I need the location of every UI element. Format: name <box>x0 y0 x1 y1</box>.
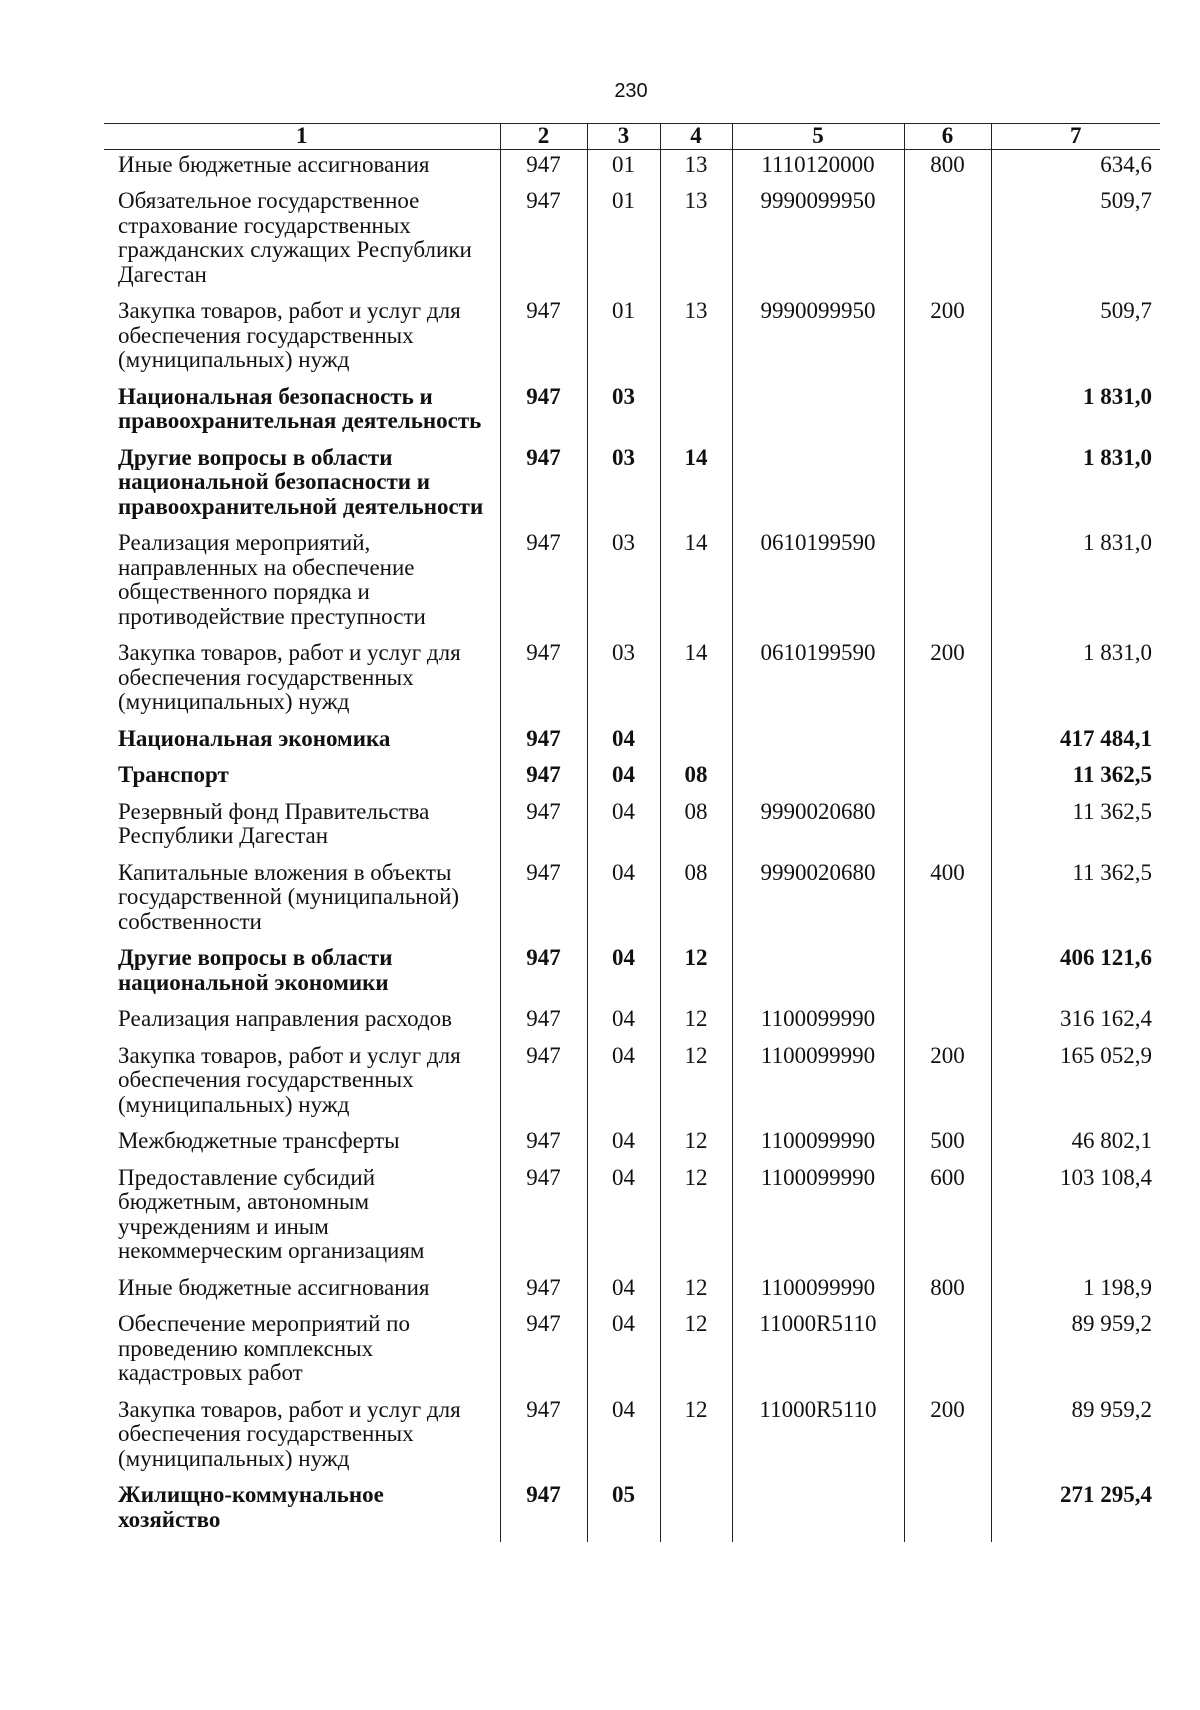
row-amount: 89 959,2 <box>991 1395 1160 1481</box>
row-code: 947 <box>500 149 587 186</box>
row-subsection: 12 <box>660 1163 732 1273</box>
table-row <box>104 797 1160 858</box>
row-target-article: 1110120000 <box>732 149 904 186</box>
row-name: Другие вопросы в области национальной экономики <box>118 945 393 995</box>
row-target-article: 9990099950 <box>732 296 904 382</box>
row-expense-type: 200 <box>904 296 991 382</box>
row-subsection <box>660 724 732 761</box>
row-target-article: 1100099990 <box>732 1273 904 1310</box>
row-amount: 46 802,1 <box>991 1126 1160 1163</box>
row-name: Резервный фонд Правительства Республики Дагестан <box>118 798 430 848</box>
row-subsection: 12 <box>660 1004 732 1041</box>
row-expense-type: 200 <box>904 638 991 724</box>
row-section: 04 <box>587 1395 660 1481</box>
row-expense-type <box>904 1004 991 1041</box>
table-row <box>104 1041 1160 1127</box>
table-row <box>104 1395 1160 1481</box>
row-code: 947 <box>500 760 587 797</box>
table-row <box>104 1309 1160 1395</box>
row-subsection: 14 <box>660 443 732 529</box>
row-amount: 89 959,2 <box>991 1309 1160 1395</box>
row-amount: 11 362,5 <box>991 760 1160 797</box>
row-target-article: 1100099990 <box>732 1126 904 1163</box>
row-expense-type <box>904 186 991 296</box>
row-amount: 1 831,0 <box>991 638 1160 724</box>
row-name: Закупка товаров, работ и услуг для обеспечения государственных (муниципальных) нужд <box>118 298 461 372</box>
row-target-article <box>732 724 904 761</box>
budget-table <box>104 123 1160 1542</box>
row-expense-type: 500 <box>904 1126 991 1163</box>
row-amount: 1 198,9 <box>991 1273 1160 1310</box>
row-subsection: 14 <box>660 528 732 638</box>
row-section: 01 <box>587 186 660 296</box>
row-code: 947 <box>500 858 587 944</box>
row-subsection: 12 <box>660 1126 732 1163</box>
row-target-article <box>732 760 904 797</box>
row-subsection <box>660 1480 732 1542</box>
row-section: 01 <box>587 149 660 186</box>
row-name: Иные бюджетные ассигнования <box>118 151 430 177</box>
row-code: 947 <box>500 1309 587 1395</box>
row-name: Закупка товаров, работ и услуг для обеспечения государственных (муниципальных) нужд <box>118 640 461 714</box>
row-amount: 11 362,5 <box>991 797 1160 858</box>
row-subsection: 12 <box>660 1395 732 1481</box>
row-section: 03 <box>587 382 660 443</box>
row-target-article: 1100099990 <box>732 1163 904 1273</box>
row-target-article: 11000R5110 <box>732 1309 904 1395</box>
row-code: 947 <box>500 1273 587 1310</box>
header-row <box>104 124 1160 150</box>
row-amount: 271 295,4 <box>991 1480 1160 1542</box>
row-expense-type: 200 <box>904 1041 991 1127</box>
row-expense-type <box>904 1309 991 1395</box>
row-code: 947 <box>500 382 587 443</box>
row-section: 03 <box>587 528 660 638</box>
row-expense-type <box>904 943 991 1004</box>
page-number: 230 <box>614 80 648 102</box>
row-subsection: 14 <box>660 638 732 724</box>
row-amount: 509,7 <box>991 296 1160 382</box>
column-header-3: 3 <box>587 124 660 150</box>
row-section: 03 <box>587 638 660 724</box>
table-row <box>104 443 1160 529</box>
row-name: Закупка товаров, работ и услуг для обеспечения государственных (муниципальных) нужд <box>118 1396 461 1471</box>
row-subsection <box>660 382 732 443</box>
row-expense-type <box>904 382 991 443</box>
row-section: 04 <box>587 1041 660 1127</box>
row-section: 04 <box>587 797 660 858</box>
row-amount: 1 831,0 <box>991 443 1160 529</box>
row-code: 947 <box>500 296 587 382</box>
row-name: Обеспечение мероприятий по проведению комплексных кадастровых работ <box>118 1311 410 1385</box>
column-header-1: 1 <box>104 124 500 150</box>
column-header-5: 5 <box>732 124 904 150</box>
row-subsection: 12 <box>660 1041 732 1127</box>
table-row <box>104 1273 1160 1310</box>
row-target-article: 0610199590 <box>732 638 904 724</box>
row-section: 04 <box>587 760 660 797</box>
row-expense-type <box>904 724 991 761</box>
table-row <box>104 1163 1160 1273</box>
row-name: Закупка товаров, работ и услуг для обеспечения государственных (муниципальных) нужд <box>118 1042 461 1117</box>
row-expense-type <box>904 1480 991 1542</box>
row-name: Реализация направления расходов <box>118 1006 452 1031</box>
row-subsection: 08 <box>660 760 732 797</box>
table-row <box>104 760 1160 797</box>
row-section: 04 <box>587 1163 660 1273</box>
row-expense-type: 200 <box>904 1395 991 1481</box>
row-amount: 1 831,0 <box>991 528 1160 638</box>
table-row <box>104 858 1160 944</box>
row-code: 947 <box>500 638 587 724</box>
row-code: 947 <box>500 443 587 529</box>
row-name: Капитальные вложения в объекты государственной (муниципальной) собственности <box>118 859 460 934</box>
table-row <box>104 1004 1160 1041</box>
table-row <box>104 296 1160 382</box>
row-name: Межбюджетные трансферты <box>118 1128 400 1153</box>
row-code: 947 <box>500 1480 587 1542</box>
row-expense-type <box>904 797 991 858</box>
row-amount: 11 362,5 <box>991 858 1160 944</box>
row-section: 01 <box>587 296 660 382</box>
table-row <box>104 1480 1160 1542</box>
row-subsection: 08 <box>660 858 732 944</box>
row-code: 947 <box>500 1041 587 1127</box>
row-target-article <box>732 943 904 1004</box>
row-amount: 316 162,4 <box>991 1004 1160 1041</box>
row-subsection: 13 <box>660 186 732 296</box>
row-code: 947 <box>500 1395 587 1481</box>
column-header-4: 4 <box>660 124 732 150</box>
table-body <box>104 149 1160 1542</box>
row-expense-type: 400 <box>904 858 991 944</box>
row-name: Национальная безопасность и правоохранительная деятельность <box>118 383 482 433</box>
row-amount: 165 052,9 <box>991 1041 1160 1127</box>
row-section: 04 <box>587 1004 660 1041</box>
row-subsection: 12 <box>660 1273 732 1310</box>
row-target-article: 9990020680 <box>732 797 904 858</box>
row-section: 04 <box>587 724 660 761</box>
row-target-article <box>732 1480 904 1542</box>
row-subsection: 08 <box>660 797 732 858</box>
row-name: Предоставление субсидий бюджетным, автономным учреждениям и иным некоммерческим организациям <box>118 1164 425 1263</box>
table-row <box>104 149 1160 186</box>
row-target-article: 9990099950 <box>732 186 904 296</box>
row-code: 947 <box>500 797 587 858</box>
row-target-article <box>732 382 904 443</box>
row-section: 04 <box>587 1309 660 1395</box>
row-expense-type: 800 <box>904 149 991 186</box>
row-name: Другие вопросы в области национальной безопасности и правоохранительной деятельности <box>118 444 484 519</box>
row-subsection: 12 <box>660 943 732 1004</box>
row-subsection: 13 <box>660 296 732 382</box>
row-name: Жилищно-коммунальное хозяйство <box>118 1482 384 1532</box>
row-target-article: 11000R5110 <box>732 1395 904 1481</box>
budget-table-container <box>104 123 1160 1542</box>
row-expense-type: 600 <box>904 1163 991 1273</box>
row-code: 947 <box>500 186 587 296</box>
row-section: 05 <box>587 1480 660 1542</box>
table-row <box>104 943 1160 1004</box>
row-target-article: 1100099990 <box>732 1004 904 1041</box>
row-expense-type <box>904 528 991 638</box>
row-expense-type <box>904 443 991 529</box>
column-header-2: 2 <box>500 124 587 150</box>
row-code: 947 <box>500 1163 587 1273</box>
table-row <box>104 528 1160 638</box>
row-name: Иные бюджетные ассигнования <box>118 1274 430 1300</box>
row-target-article: 9990020680 <box>732 858 904 944</box>
table-row <box>104 382 1160 443</box>
row-name: Обязательное государственное страхование государственных гражданских служащих Республики Дагестан <box>118 188 472 287</box>
row-expense-type: 800 <box>904 1273 991 1310</box>
row-code: 947 <box>500 1004 587 1041</box>
row-code: 947 <box>500 943 587 1004</box>
row-amount: 1 831,0 <box>991 382 1160 443</box>
row-expense-type <box>904 760 991 797</box>
table-row <box>104 186 1160 296</box>
row-section: 04 <box>587 1126 660 1163</box>
row-amount: 509,7 <box>991 186 1160 296</box>
row-code: 947 <box>500 1126 587 1163</box>
row-subsection: 12 <box>660 1309 732 1395</box>
row-name: Транспорт <box>118 762 229 787</box>
row-code: 947 <box>500 724 587 761</box>
table-header <box>104 124 1160 150</box>
row-amount: 103 108,4 <box>991 1163 1160 1273</box>
row-section: 04 <box>587 1273 660 1310</box>
row-section: 03 <box>587 443 660 529</box>
column-header-6: 6 <box>904 124 991 150</box>
table-row <box>104 1126 1160 1163</box>
row-target-article: 0610199590 <box>732 528 904 638</box>
row-amount: 634,6 <box>991 149 1160 186</box>
table-row <box>104 724 1160 761</box>
row-target-article: 1100099990 <box>732 1041 904 1127</box>
table-row <box>104 638 1160 724</box>
column-header-7: 7 <box>991 124 1160 150</box>
row-amount: 417 484,1 <box>991 724 1160 761</box>
row-target-article <box>732 443 904 529</box>
row-name: Национальная экономика <box>118 725 391 751</box>
row-name: Реализация мероприятий, направленных на обеспечение общественного порядка и противодействие преступности <box>118 530 426 629</box>
row-subsection: 13 <box>660 149 732 186</box>
row-amount: 406 121,6 <box>991 943 1160 1004</box>
row-section: 04 <box>587 858 660 944</box>
row-code: 947 <box>500 528 587 638</box>
row-section: 04 <box>587 943 660 1004</box>
